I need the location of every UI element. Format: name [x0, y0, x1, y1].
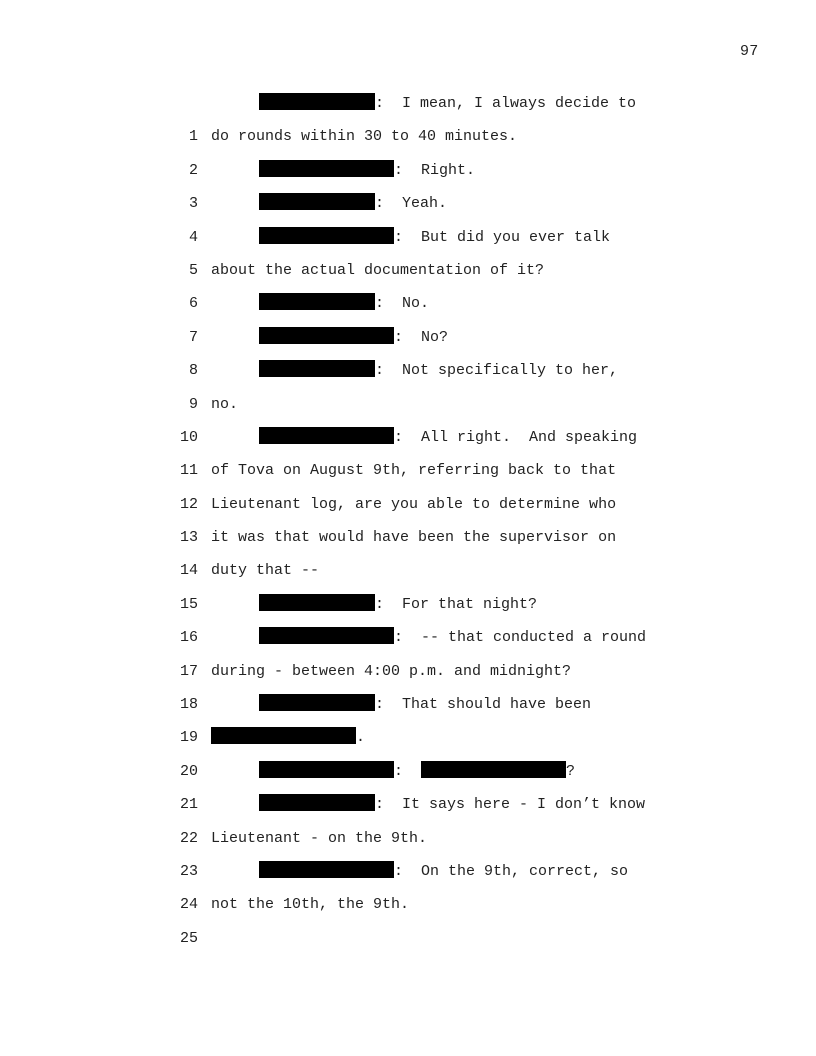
line-text: : No. — [375, 295, 430, 313]
line-number: 19 — [179, 729, 198, 747]
transcript-line — [0, 354, 816, 413]
line-number: 12 — [179, 495, 198, 513]
line-number: 23 — [179, 863, 198, 880]
line-text: duty that -- — [211, 562, 320, 580]
redaction-block — [259, 761, 394, 778]
redaction-block — [259, 193, 375, 210]
line-text: : All right. And speaking — [394, 428, 638, 446]
line-text: : -- that conducted a round — [394, 629, 647, 647]
line-text: : It says here - I don’t know — [375, 796, 646, 814]
line-number: 17 — [179, 662, 198, 680]
transcript-line — [0, 888, 816, 947]
line-number: 18 — [179, 696, 198, 714]
line-number: 11 — [179, 462, 198, 480]
line-number: 20 — [179, 762, 198, 780]
redaction-block — [259, 227, 394, 244]
line-number: 24 — [179, 896, 198, 914]
redaction-block — [259, 293, 375, 310]
line-number: 15 — [179, 595, 198, 613]
line-number: 2 — [188, 161, 198, 179]
line-text: : For that night? — [375, 595, 538, 613]
transcript-line — [0, 287, 816, 346]
line-text: about the actual documentation of it? — [211, 261, 545, 279]
line-text: : Right. — [394, 161, 476, 179]
line-number: 5 — [188, 261, 198, 279]
line-text-after: ? — [566, 762, 576, 780]
line-text: : I mean, I always decide to — [375, 95, 637, 112]
line-number: 7 — [188, 328, 198, 346]
line-text: : No? — [394, 328, 449, 346]
redaction-block — [259, 427, 394, 444]
page-number: 97 — [740, 43, 759, 60]
line-number: 1 — [188, 128, 198, 146]
line-text: . — [356, 729, 366, 747]
redaction-block — [421, 761, 566, 778]
line-number: 10 — [179, 428, 198, 446]
line-text: do rounds within 30 to 40 minutes. — [211, 128, 518, 146]
redaction-block — [259, 594, 375, 611]
line-text: : That should have been — [375, 696, 592, 714]
line-number: 22 — [179, 829, 198, 847]
line-number: 16 — [179, 629, 198, 647]
redaction-block — [259, 694, 375, 711]
line-text: it was that would have been the supervisor on — [211, 529, 617, 547]
line-number: 3 — [188, 195, 198, 213]
line-number: 9 — [188, 395, 198, 413]
line-text: no. — [211, 395, 239, 413]
line-text: during - between 4:00 p.m. and midnight? — [211, 662, 572, 680]
line-number: 25 — [179, 929, 198, 947]
line-text: : But did you ever talk — [394, 228, 611, 246]
line-text: : Not specifically to her, — [375, 362, 619, 380]
line-text: Lieutenant - on the 9th. — [211, 829, 428, 847]
redaction-block — [259, 627, 394, 644]
redaction-block — [259, 93, 375, 110]
line-text: : On the 9th, correct, so — [394, 862, 629, 880]
redaction-block — [259, 861, 394, 878]
line-number: 14 — [179, 562, 198, 580]
line-number: 4 — [188, 228, 198, 246]
line-number: 8 — [188, 362, 198, 380]
redaction-block — [259, 360, 375, 377]
redaction-block — [259, 327, 394, 344]
line-number: 6 — [188, 295, 198, 313]
transcript-line — [0, 721, 816, 780]
line-text: not the 10th, the 9th. — [211, 896, 410, 914]
line-text: of Tova on August 9th, referring back to that — [211, 462, 617, 480]
line-text: : — [394, 762, 422, 780]
redaction-block — [259, 794, 375, 811]
line-number: 13 — [179, 529, 198, 547]
transcript-line — [0, 688, 816, 747]
redaction-block — [211, 727, 356, 744]
line-text: Lieutenant log, are you able to determine who — [211, 495, 617, 513]
line-text: : Yeah. — [375, 195, 448, 213]
transcript-body — [0, 87, 816, 947]
line-number: 21 — [179, 796, 198, 814]
redaction-block — [259, 160, 394, 177]
transcript-line — [0, 254, 816, 313]
